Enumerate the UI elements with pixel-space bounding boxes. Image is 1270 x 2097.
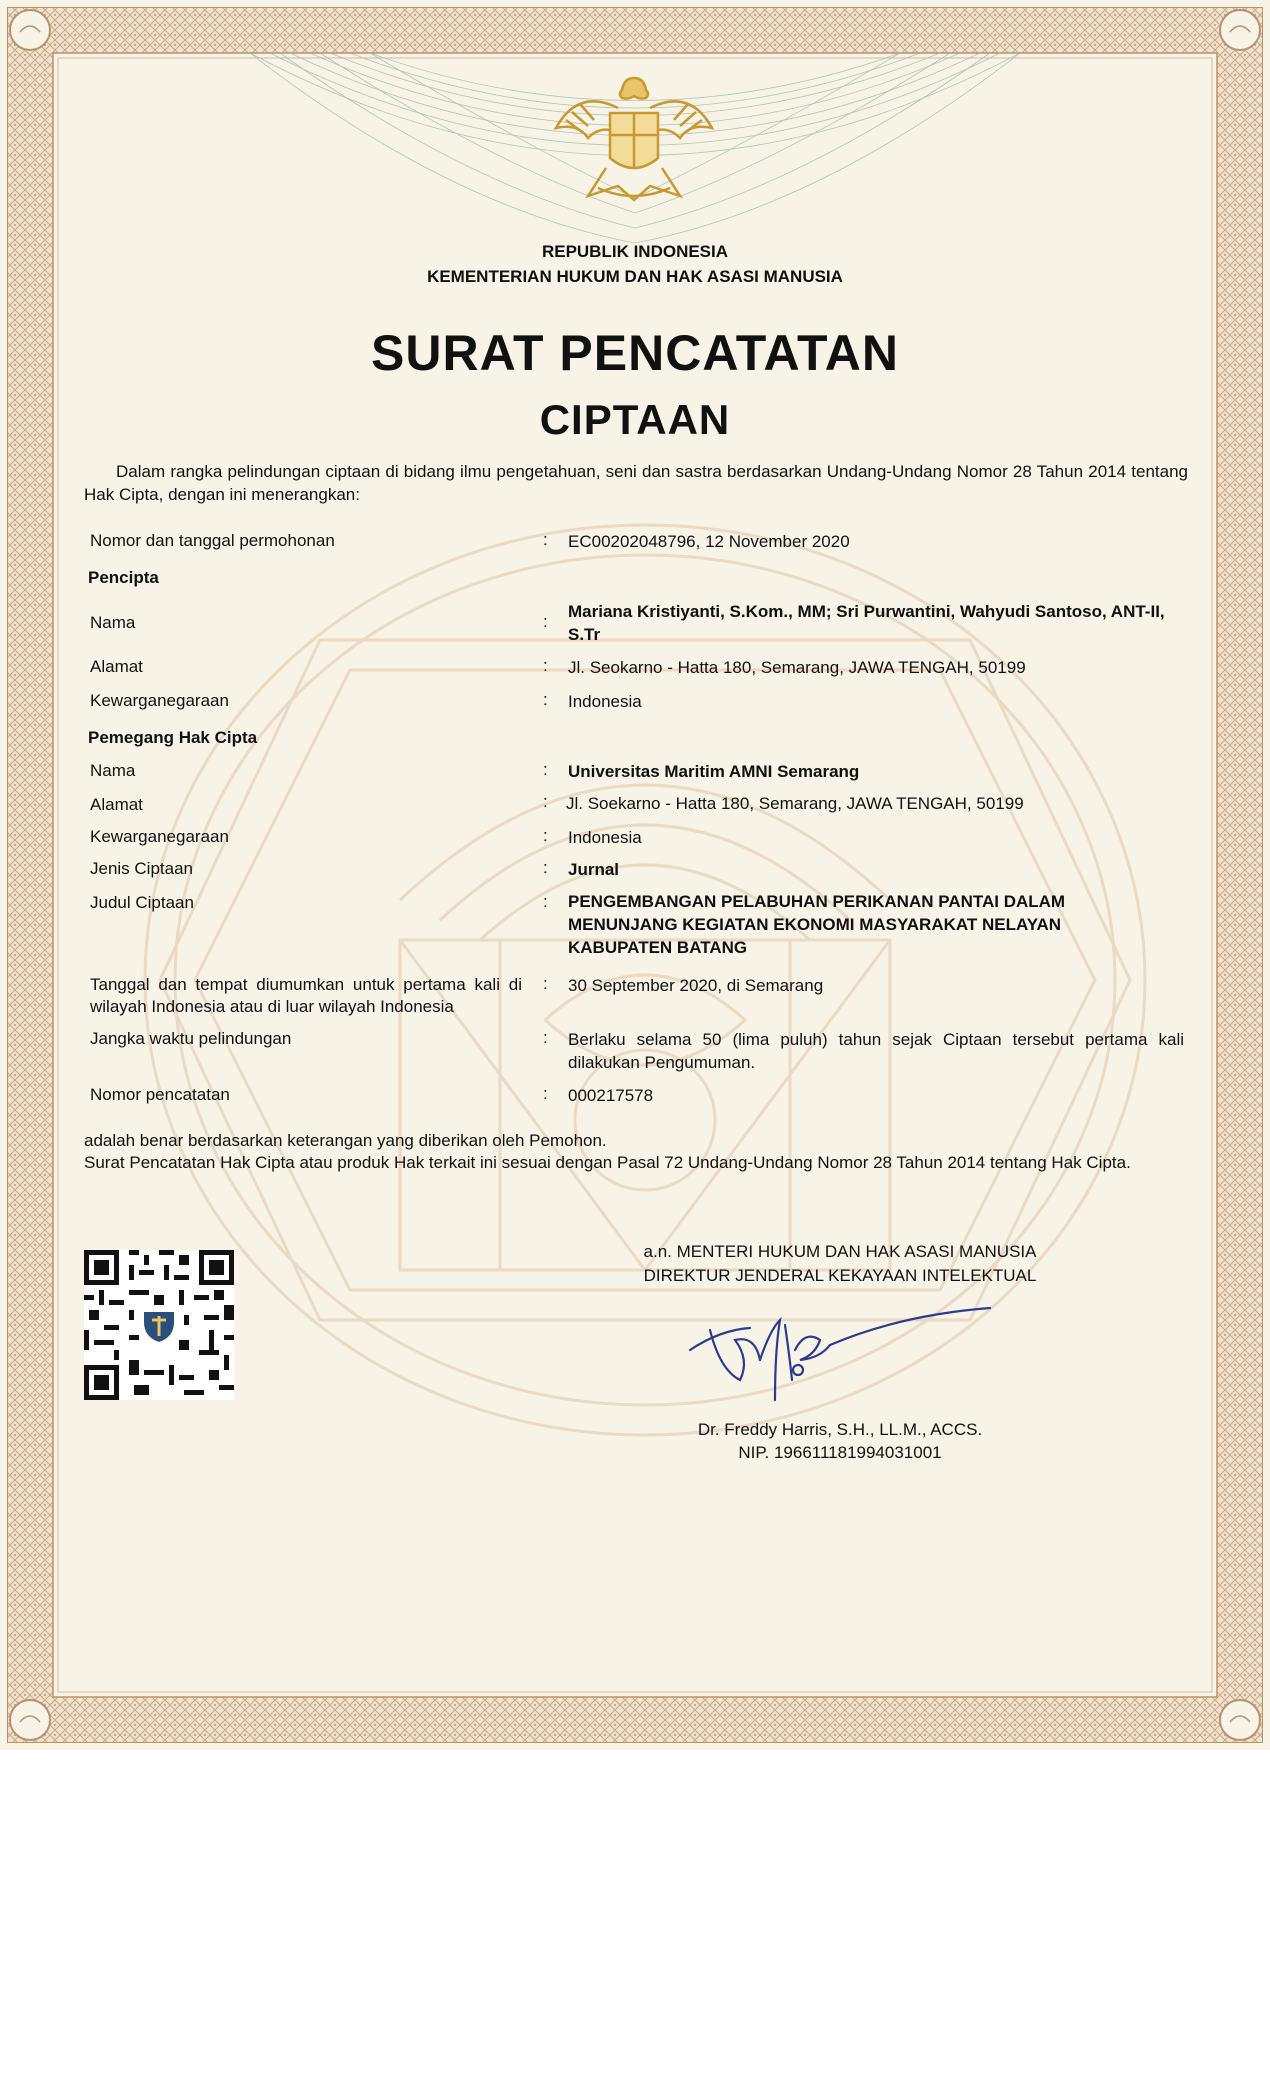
colon: :: [543, 826, 548, 845]
footer-statement-1: adalah benar berdasarkan keterangan yang diberikan oleh Pemohon.: [84, 1131, 607, 1150]
intro-paragraph: Dalam rangka pelindungan ciptaan di bidang ilmu pengetahuan, seni dan sastra berdasarkan Undang-Undang Nomor 28 Tahun 2014 tentang Hak Cipta, dengan ini menerangkan:: [84, 462, 1188, 504]
holder-address-value: Jl. Soekarno - Hatta 180, Semarang, JAWA TENGAH, 50199: [566, 794, 1024, 813]
creator-name-value: Mariana Kristiyanti, S.Kom., MM; Sri Purwantini, Wahyudi Santoso, ANT-II, S.Tr: [568, 602, 1165, 644]
holder-address-label: Alamat: [90, 795, 143, 814]
qr-code-icon[interactable]: [84, 1250, 234, 1400]
holder-section-heading: Pemegang Hak Cipta: [88, 728, 258, 747]
colon: :: [543, 656, 548, 675]
registration-number-value: 000217578: [568, 1086, 654, 1105]
garuda-emblem-icon: [548, 68, 720, 208]
work-type-value: Jurnal: [568, 860, 620, 879]
colon: :: [543, 792, 548, 811]
application-value: EC00202048796, 12 November 2020: [568, 532, 850, 551]
protection-period-value: Berlaku selama 50 (lima puluh) tahun sejak Ciptaan tersebut pertama kali dilakukan Pengumuman.: [568, 1030, 1184, 1072]
work-title-label: Judul Ciptaan: [90, 893, 194, 912]
creator-citizenship-value: Indonesia: [568, 692, 642, 711]
colon: :: [543, 1028, 548, 1047]
footer-statement-2: Surat Pencatatan Hak Cipta atau produk Hak terkait ini sesuai dengan Pasal 72 Undang-Undang Nomor 28 Tahun 2014 tentang Hak Cipta.: [84, 1153, 1131, 1172]
holder-name-value: Universitas Maritim AMNI Semarang: [568, 762, 860, 781]
colon: :: [543, 612, 548, 631]
creator-citizenship-label: Kewarganegaraan: [90, 691, 229, 710]
signatory-position: DIREKTUR JENDERAL KEKAYAAN INTELEKTUAL: [643, 1266, 1037, 1285]
application-label: Nomor dan tanggal permohonan: [90, 531, 335, 550]
holder-citizenship-label: Kewarganegaraan: [90, 827, 229, 846]
colon: :: [543, 858, 548, 877]
document-title: SURAT PENCATATAN: [371, 325, 899, 381]
protection-period-label: Jangka waktu pelindungan: [90, 1029, 292, 1048]
country-header: REPUBLIK INDONESIA: [541, 242, 729, 261]
colon: :: [543, 690, 548, 709]
work-title-value: PENGEMBANGAN PELABUHAN PERIKANAN PANTAI DALAM MENUNJANG KEGIATAN EKONOMI MASYARAKAT NELAYAN KABUPATEN BATANG: [568, 892, 1066, 957]
holder-citizenship-value: Indonesia: [568, 828, 642, 847]
creator-name-label: Nama: [90, 613, 136, 632]
work-type-label: Jenis Ciptaan: [90, 859, 194, 878]
holder-name-label: Nama: [90, 761, 136, 780]
signatory-on-behalf: a.n. MENTERI HUKUM DAN HAK ASASI MANUSIA: [643, 1242, 1037, 1261]
creator-address-value: Jl. Seokarno - Hatta 180, Semarang, JAWA TENGAH, 50199: [568, 658, 1026, 677]
colon: :: [543, 1084, 548, 1103]
colon: :: [543, 760, 548, 779]
document-subtitle: CIPTAAN: [539, 396, 731, 443]
colon: :: [543, 892, 548, 911]
registration-number-label: Nomor pencatatan: [90, 1085, 230, 1104]
colon: :: [543, 530, 548, 549]
publication-date-value: 30 September 2020, di Semarang: [568, 976, 824, 995]
creator-address-label: Alamat: [90, 657, 143, 676]
signatory-nip: NIP. 196611181994031001: [738, 1443, 942, 1462]
creator-section-heading: Pencipta: [88, 568, 159, 587]
colon: :: [543, 974, 548, 993]
signature-image: [680, 1290, 1000, 1410]
signatory-name: Dr. Freddy Harris, S.H., LL.M., ACCS.: [697, 1420, 983, 1439]
ministry-header: KEMENTERIAN HUKUM DAN HAK ASASI MANUSIA: [427, 267, 843, 286]
publication-date-label: Tanggal dan tempat diumumkan untuk pertama kali di wilayah Indonesia atau di luar wilayah Indonesia: [90, 975, 522, 1016]
